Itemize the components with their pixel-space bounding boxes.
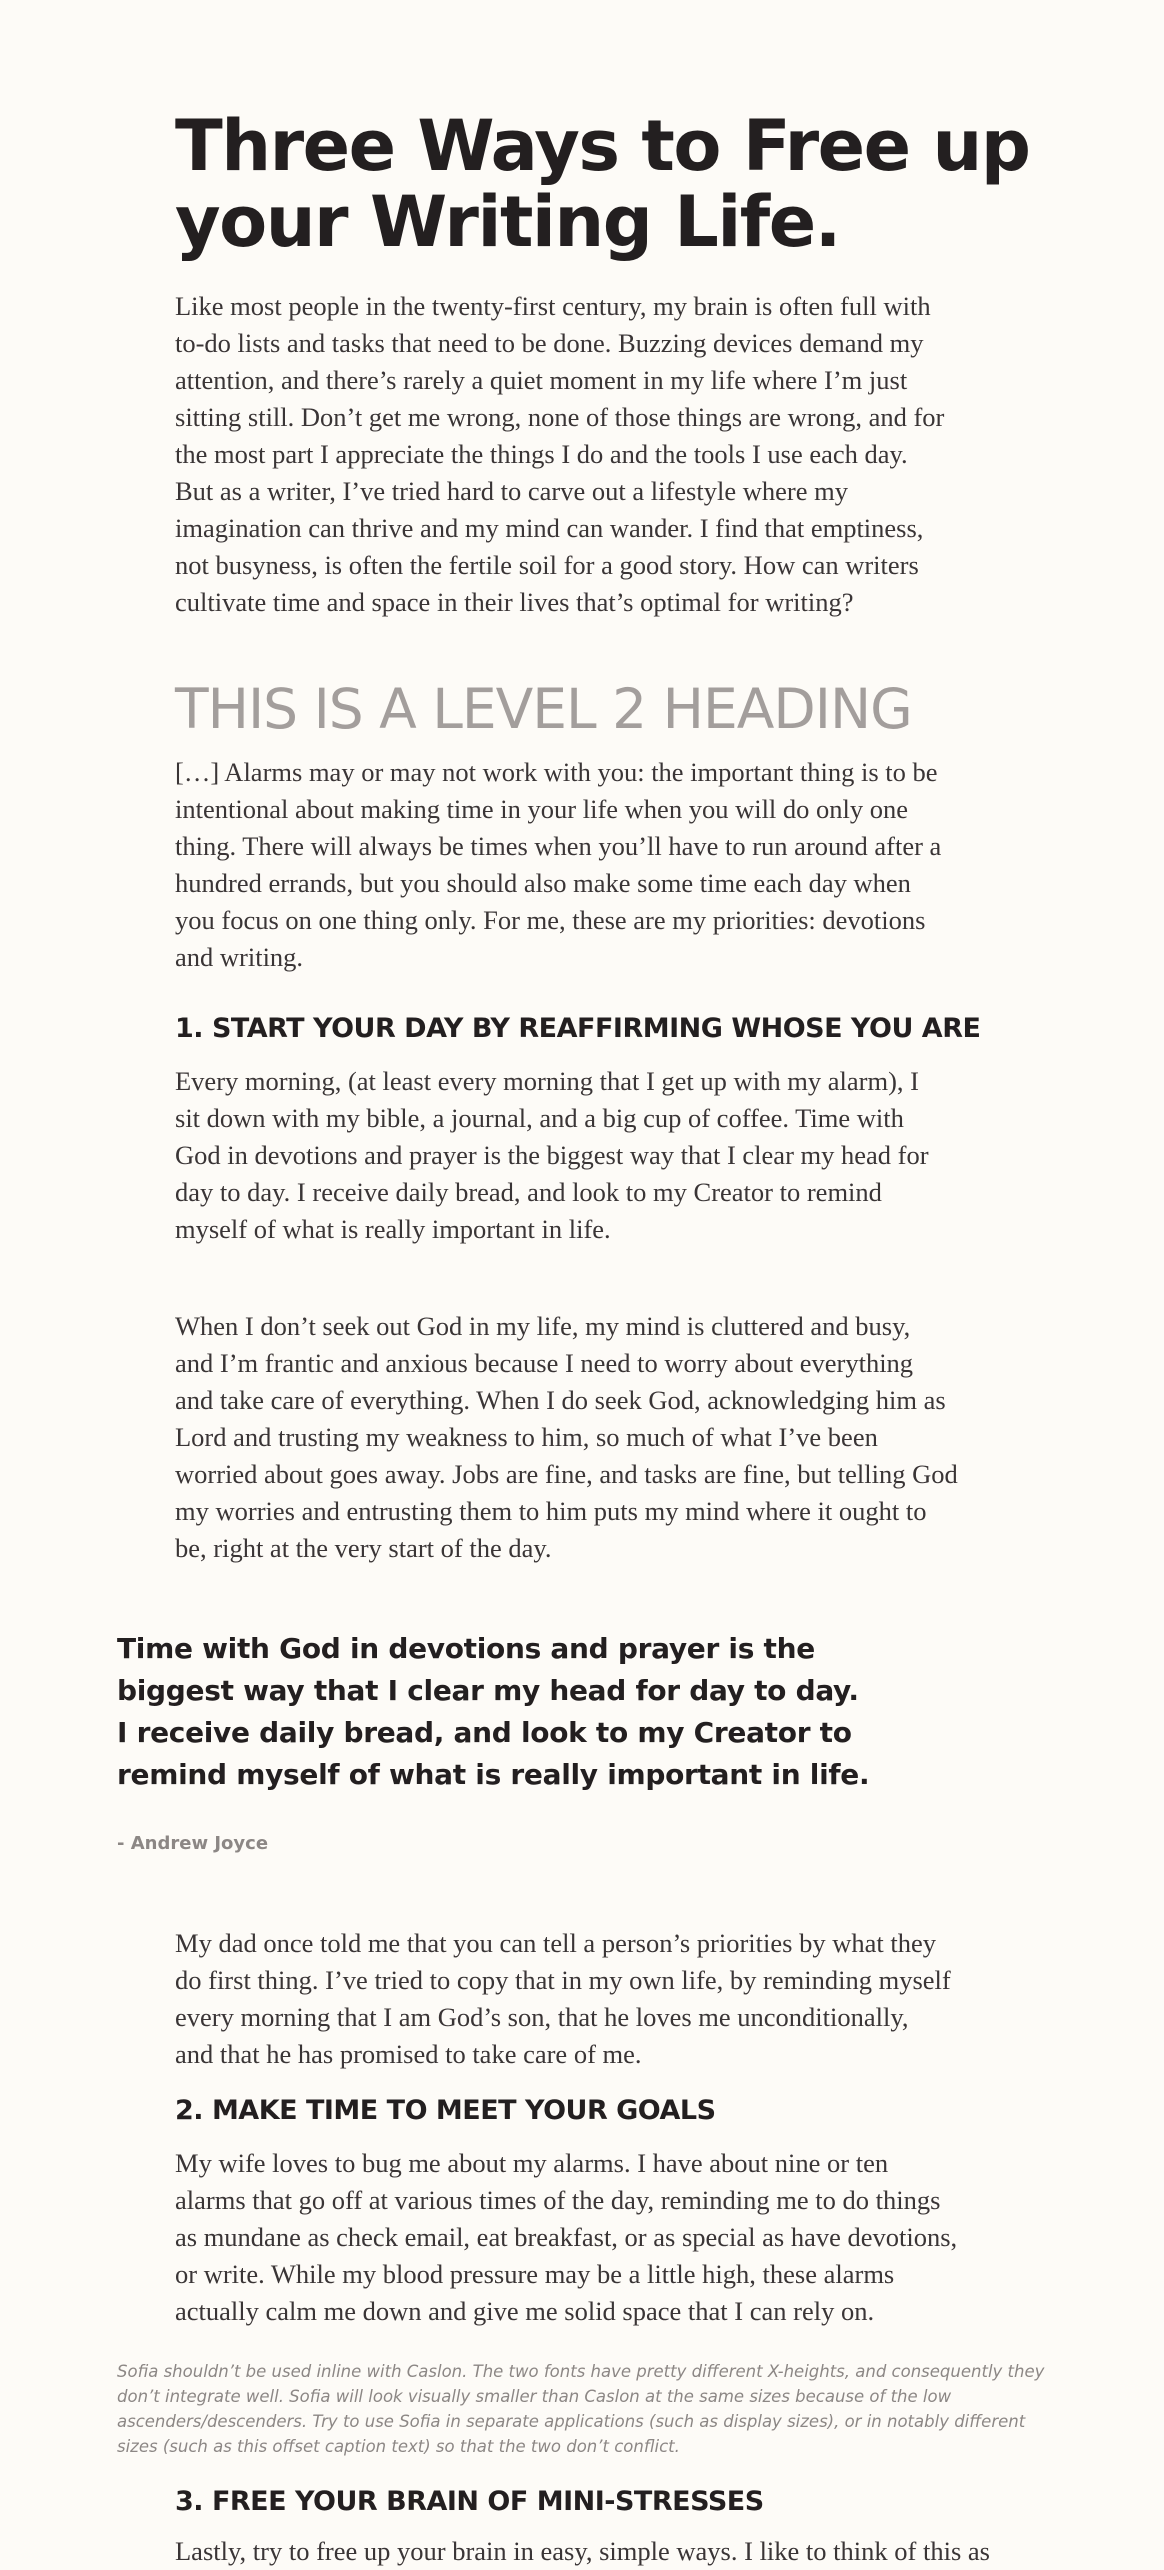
- level2-paragraph: [175, 754, 995, 976]
- paragraph-line: day to day. I receive daily bread, and look to my Creator to remind: [175, 1177, 882, 1207]
- paragraph-line: be, right at the very start of the day.: [175, 1533, 552, 1563]
- section1-paragraph: [175, 1308, 995, 1567]
- paragraph-line: God in devotions and prayer is the biggest way that I clear my head for: [175, 1140, 929, 1170]
- paragraph-line: cultivate time and space in their lives that’s optimal for writing?: [175, 587, 854, 617]
- paragraph-line: […] Alarms may or may not work with you: the important thing is to be: [175, 757, 938, 787]
- article-title: [175, 105, 1035, 263]
- paragraph-line: you focus on one thing only. For me, these are my priorities: devotions: [175, 905, 926, 935]
- paragraph-line: and that he has promised to take care of me.: [175, 2039, 642, 2069]
- paragraph-line: every morning that I am God’s son, that he loves me unconditionally,: [175, 2002, 909, 2032]
- pull-quote-line: remind myself of what is really important in life.: [117, 1758, 870, 1791]
- paragraph-line: imagination can thrive and my mind can wander. I find that emptiness,: [175, 513, 924, 543]
- article-title-line: Three Ways to Free up: [175, 105, 1030, 187]
- after-quote-paragraph: [175, 1925, 995, 2073]
- section1-paragraph: [175, 1063, 995, 1248]
- paragraph-line: Every morning, (at least every morning that I get up with my alarm), I: [175, 1066, 919, 1096]
- paragraph-line: my worries and entrusting them to him puts my mind where it ought to: [175, 1496, 927, 1526]
- section2-heading: 2. MAKE TIME TO MEET YOUR GOALS: [175, 2095, 716, 2126]
- caption-line: Sofia shouldn’t be used inline with Caslon. The two fonts have pretty different X-heights, and consequently they: [117, 2362, 1045, 2381]
- paragraph-line: My wife loves to bug me about my alarms. I have about nine or ten: [175, 2148, 889, 2178]
- pull-quote-line: I receive daily bread, and look to my Creator to: [117, 1716, 852, 1749]
- paragraph-line: and writing.: [175, 942, 304, 972]
- paragraph-line: hundred errands, but you should also make some time each day when: [175, 868, 911, 898]
- paragraph-line: But as a writer, I’ve tried hard to carve out a lifestyle where my: [175, 476, 848, 506]
- paragraph-line: and I’m frantic and anxious because I need to worry about everything: [175, 1348, 914, 1378]
- paragraph-line: Lastly, try to free up your brain in easy, simple ways. I like to think of this as: [175, 2536, 990, 2566]
- paragraph-line: sit down with my bible, a journal, and a big cup of coffee. Time with: [175, 1103, 904, 1133]
- intro-paragraph: [175, 288, 995, 621]
- paragraph-line: thing. There will always be times when you’ll have to run around after a: [175, 831, 942, 861]
- paragraph-line: and take care of everything. When I do seek God, acknowledging him as: [175, 1385, 946, 1415]
- article-title-line: your Writing Life.: [175, 181, 840, 263]
- paragraph-line: intentional about making time in your life when you will do only one: [175, 794, 909, 824]
- paragraph-line: actually calm me down and give me solid space that I can rely on.: [175, 2296, 875, 2326]
- pull-quote-line: Time with God in devotions and prayer is the: [117, 1632, 815, 1665]
- pull-quote-line: biggest way that I clear my head for day to day.: [117, 1674, 859, 1707]
- paragraph-line: sitting still. Don’t get me wrong, none of those things are wrong, and for: [175, 402, 945, 432]
- paragraph-line: not busyness, is often the fertile soil for a good story. How can writers: [175, 550, 919, 580]
- paragraph-line: When I don’t seek out God in my life, my mind is cluttered and busy,: [175, 1311, 911, 1341]
- level2-heading: THIS IS A LEVEL 2 HEADING: [175, 677, 912, 741]
- paragraph-line: My dad once told me that you can tell a person’s priorities by what they: [175, 1928, 936, 1958]
- pull-quote: [117, 1628, 937, 1796]
- paragraph-line: attention, and there’s rarely a quiet moment in my life where I’m just: [175, 365, 908, 395]
- paragraph-line: myself of what is really important in life.: [175, 1214, 611, 1244]
- paragraph-line: to-do lists and tasks that need to be done. Buzzing devices demand my: [175, 328, 924, 358]
- paragraph-line: do first thing. I’ve tried to copy that in my own life, by reminding myself: [175, 1965, 951, 1995]
- paragraph-line: alarms that go off at various times of the day, reminding me to do things: [175, 2185, 941, 2215]
- section3-heading: 3. FREE YOUR BRAIN OF MINI-STRESSES: [175, 2486, 764, 2517]
- section1-heading: 1. START YOUR DAY BY REAFFIRMING WHOSE YOU ARE: [175, 1013, 981, 1044]
- caption-line: sizes (such as this offset caption text) so that the two don’t conflict.: [117, 2437, 680, 2456]
- paragraph-line: Lord and trusting my weakness to him, so much of what I’ve been: [175, 1422, 878, 1452]
- offset-caption: [117, 2359, 1067, 2459]
- paragraph-line: or write. While my blood pressure may be a little high, these alarms: [175, 2259, 895, 2289]
- caption-line: don’t integrate well. Sofia will look visually smaller than Caslon at the same sizes because of the low: [117, 2387, 952, 2406]
- quote-attribution: - Andrew Joyce: [117, 1833, 269, 1854]
- paragraph-line: as mundane as check email, eat breakfast, or as special as have devotions,: [175, 2222, 958, 2252]
- section2-paragraph: [175, 2145, 995, 2330]
- section3-paragraph: [175, 2533, 995, 2570]
- paragraph-line: worried about goes away. Jobs are fine, and tasks are fine, but telling God: [175, 1459, 958, 1489]
- paragraph-line: Like most people in the twenty-first century, my brain is often full with: [175, 291, 931, 321]
- caption-line: ascenders/descenders. Try to use Sofia in separate applications (such as display sizes), or in notably different: [117, 2412, 1026, 2431]
- paragraph-line: the most part I appreciate the things I do and the tools I use each day.: [175, 439, 908, 469]
